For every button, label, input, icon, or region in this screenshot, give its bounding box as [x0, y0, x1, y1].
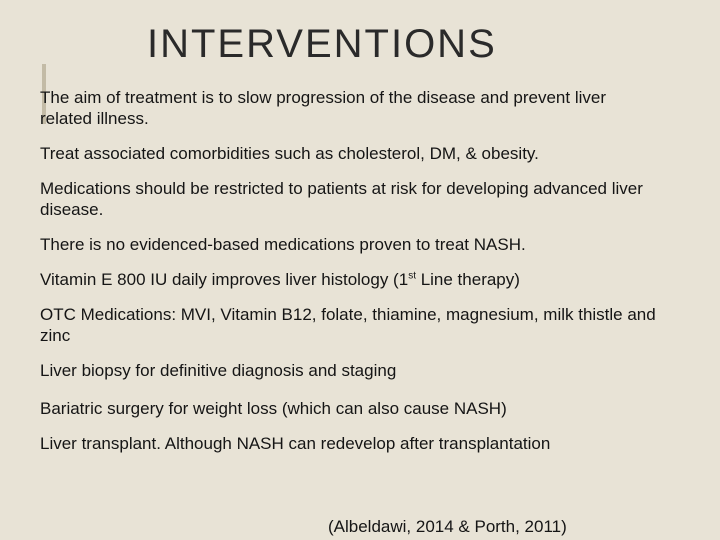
list-item: Medications should be restricted to patients at risk for developing advanced liver disease. [40, 179, 643, 219]
list-item: The aim of treatment is to slow progression of the disease and prevent liver related illness. [40, 88, 607, 128]
list-item: OTC Medications: MVI, Vitamin B12, folate, thiamine, magnesium, milk thistle and zinc [40, 305, 656, 345]
list-item: Bariatric surgery for weight loss (which can also cause NASH) [40, 399, 507, 418]
bullet-list [40, 87, 660, 454]
list-item-text: Vitamin E 800 IU daily improves liver histology (1 [40, 270, 409, 289]
list-item: There is no evidenced-based medications proven to treat NASH. [40, 235, 526, 254]
citation: (Albeldawi, 2014 & Porth, 2011) [328, 517, 567, 536]
list-item: Liver biopsy for definitive diagnosis and staging [40, 361, 397, 380]
list-item-text: Line therapy) [415, 270, 520, 289]
list-item: Liver transplant. Although NASH can redevelop after transplantation [40, 434, 551, 453]
ordinal-suffix: st [408, 270, 416, 282]
list-item: Treat associated comorbidities such as cholesterol, DM, & obesity. [40, 144, 539, 163]
slide-title: INTERVENTIONS [147, 22, 497, 66]
list-item [40, 269, 660, 290]
